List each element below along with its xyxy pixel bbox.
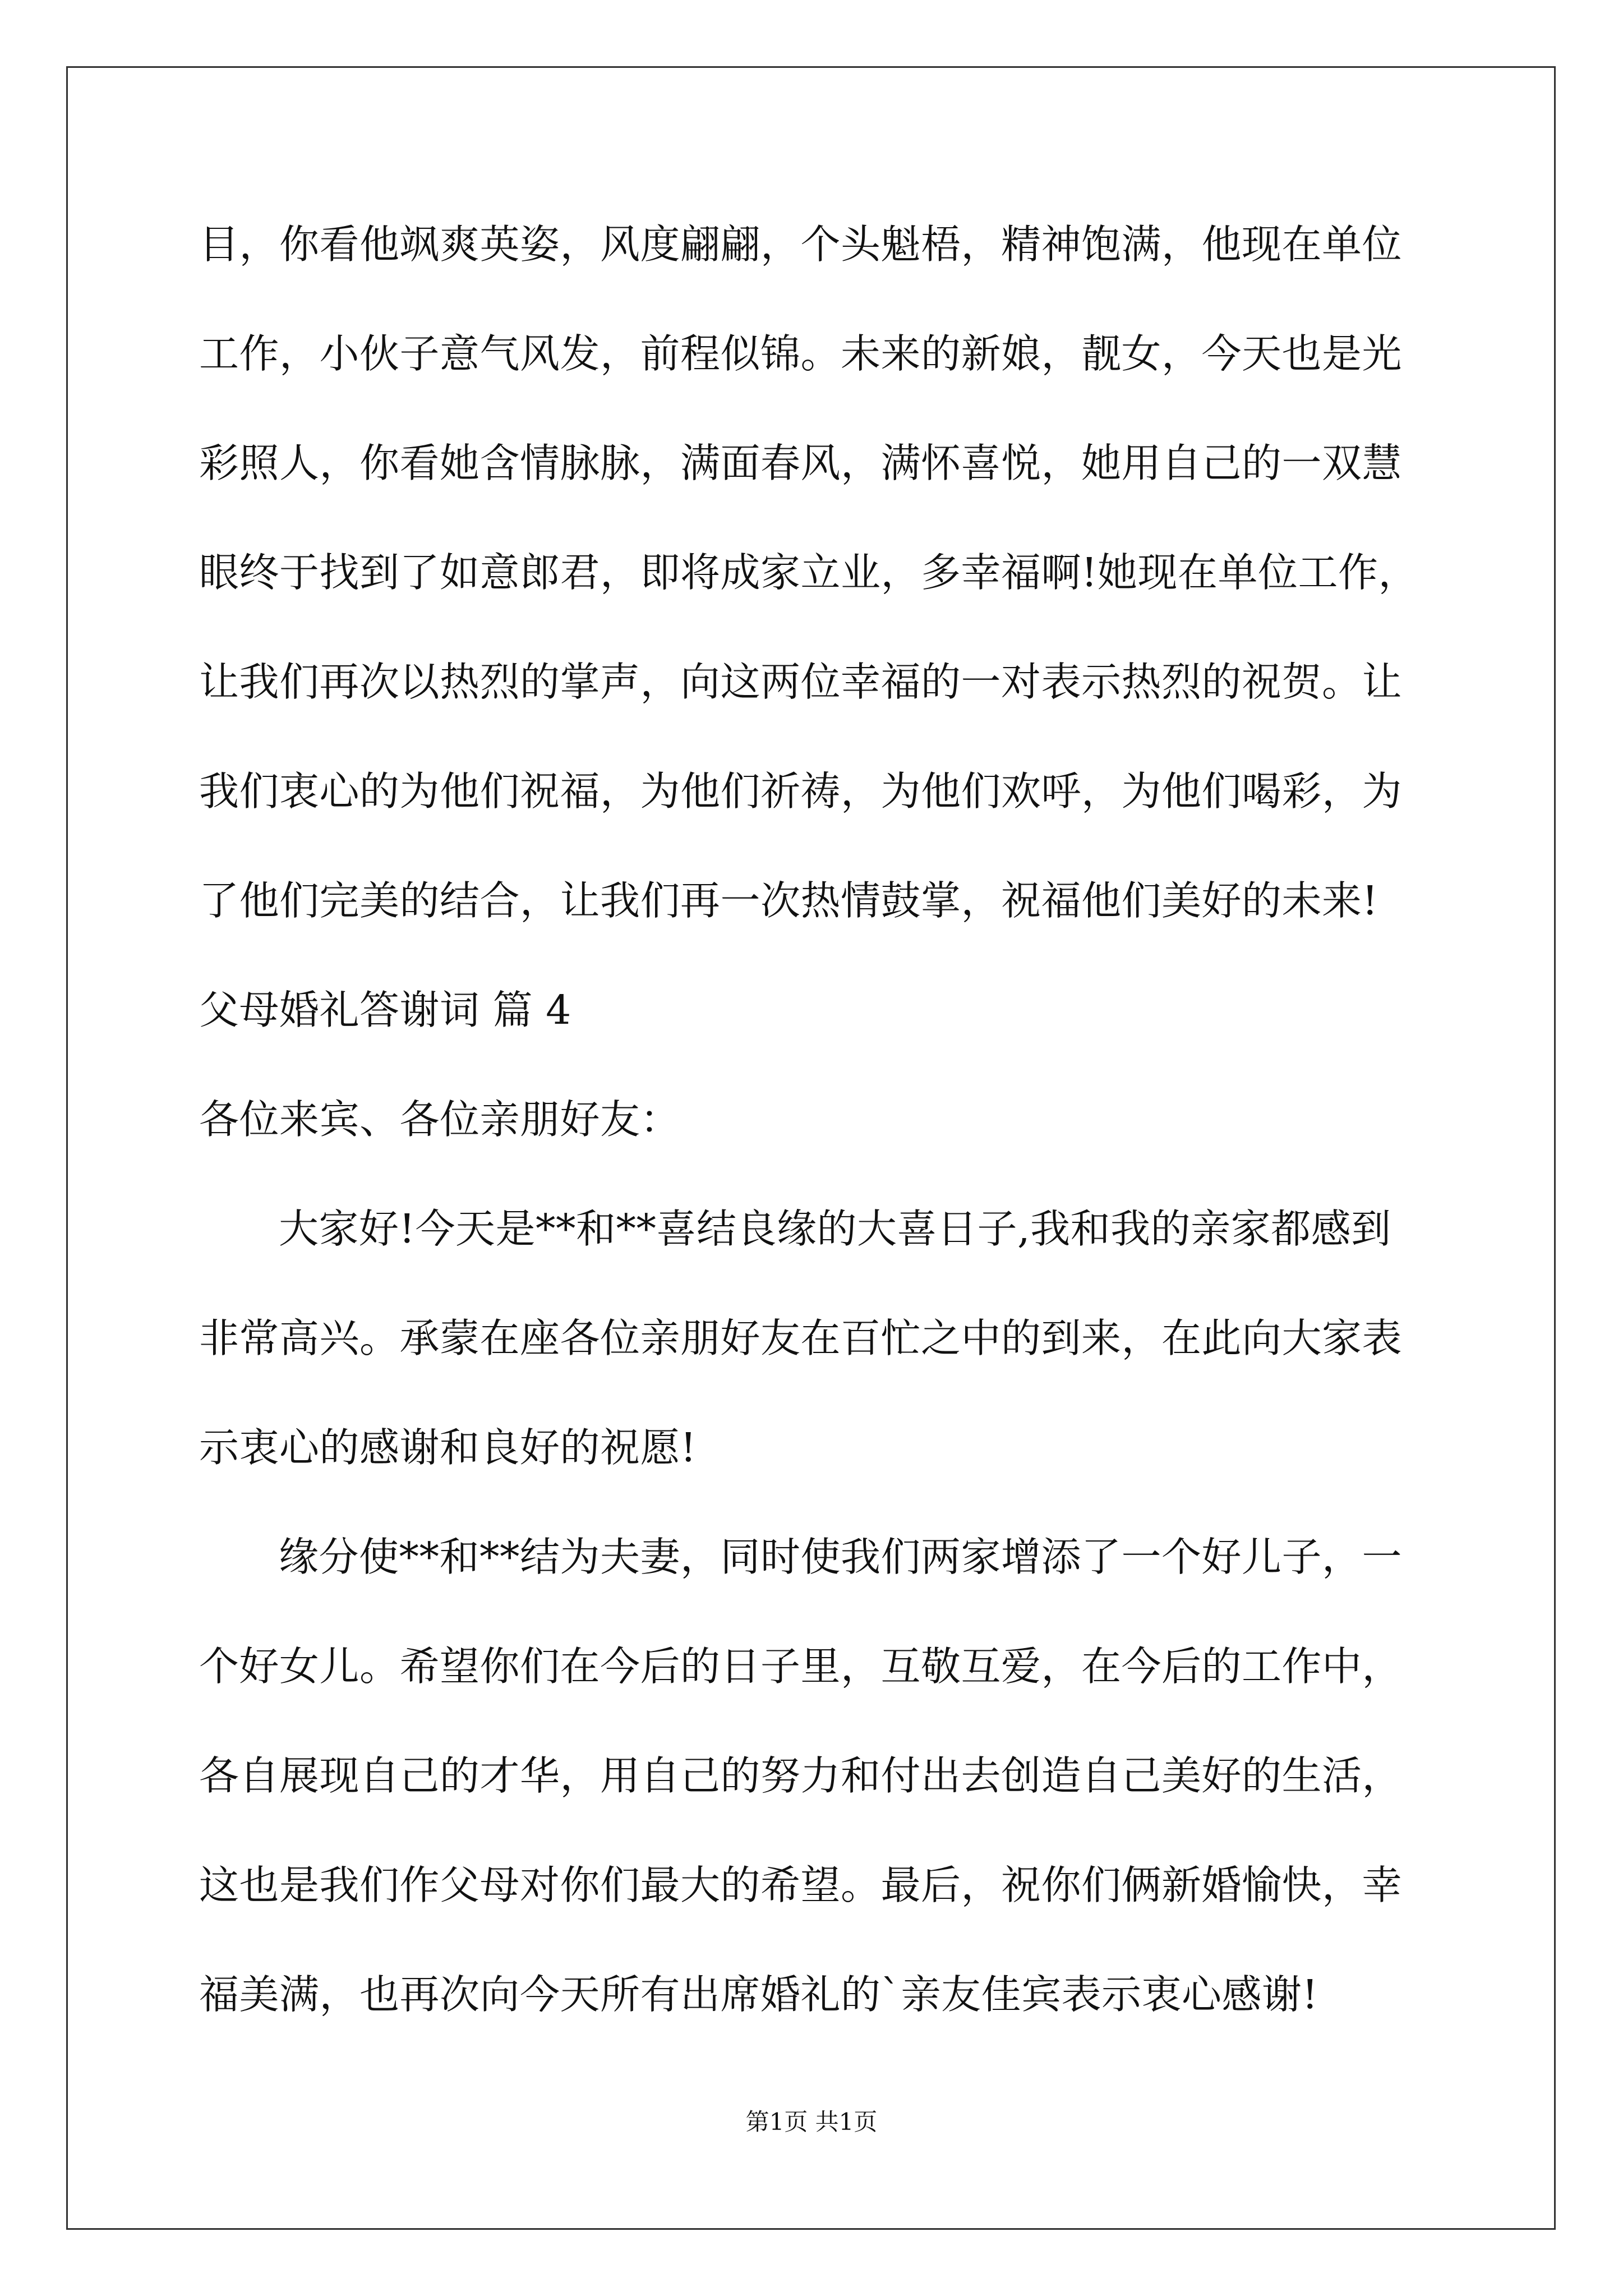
paragraph-line: 大家好!今天是**和**喜结良缘的大喜日子,我和我的亲家都感到 bbox=[279, 1205, 1391, 1252]
paragraph-line: 这也是我们作父母对你们最大的希望。最后，祝你们俩新婚愉快，幸 bbox=[199, 1862, 1403, 1908]
paragraph-line: 各自展现自己的才华，用自己的努力和付出去创造自己美好的生活， bbox=[199, 1752, 1403, 1799]
text-line: 了他们完美的结合，让我们再一次热情鼓掌，祝福他们美好的未来! bbox=[199, 877, 1378, 924]
paragraph-line: 福美满，也再次向今天所有出席婚礼的`亲友佳宾表示衷心感谢! bbox=[199, 1971, 1318, 2018]
text-line: 让我们再次以热烈的掌声，向这两位幸福的一对表示热烈的祝贺。让 bbox=[199, 659, 1403, 705]
salutation: 各位来宾、各位亲朋好友： bbox=[199, 1096, 681, 1143]
text-line: 目，你看他飒爽英姿，风度翩翩，个头魁梧，精神饱满，他现在单位 bbox=[199, 221, 1403, 268]
paragraph-line: 示衷心的感谢和良好的祝愿! bbox=[199, 1424, 697, 1471]
text-line: 我们衷心的为他们祝福，为他们祈祷，为他们欢呼，为他们喝彩，为 bbox=[199, 768, 1403, 815]
paragraph-line: 缘分使**和**结为夫妻，同时使我们两家增添了一个好儿子，一 bbox=[279, 1534, 1403, 1580]
paragraph-line: 非常高兴。承蒙在座各位亲朋好友在百忙之中的到来，在此向大家表 bbox=[199, 1315, 1403, 1361]
text-line: 彩照人，你看她含情脉脉，满面春风，满怀喜悦，她用自己的一双慧 bbox=[199, 440, 1403, 486]
text-line: 眼终于找到了如意郎君，即将成家立业，多幸福啊!她现在单位工作， bbox=[199, 549, 1419, 596]
text-line: 工作，小伙子意气风发，前程似锦。未来的新娘，靓女，今天也是光 bbox=[199, 330, 1403, 377]
page-footer: 第1页 共1页 bbox=[745, 2108, 878, 2136]
paragraph-line: 个好女儿。希望你们在今后的日子里，互敬互爱，在今后的工作中， bbox=[199, 1643, 1403, 1690]
section-title: 父母婚礼答谢词 篇 4 bbox=[199, 987, 571, 1033]
